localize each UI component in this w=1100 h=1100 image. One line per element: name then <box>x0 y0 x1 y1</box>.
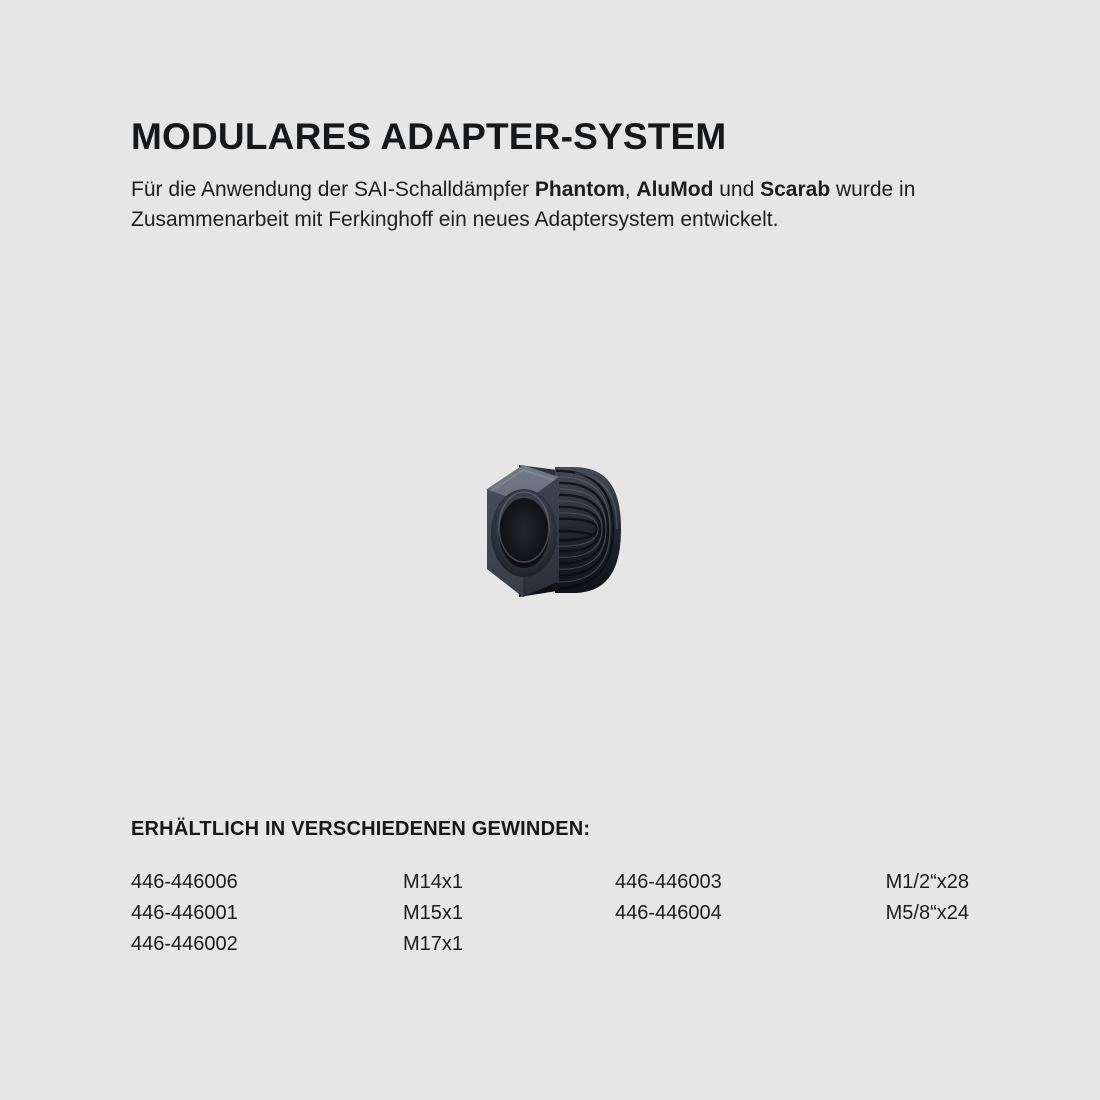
intro-part-1: Für die Anwendung der SAI-Schalldämpfer <box>131 177 535 201</box>
heading-block <box>131 118 991 236</box>
threads-section <box>131 818 971 960</box>
article-code: 446-446004 <box>615 902 722 924</box>
table-row <box>131 867 969 898</box>
threads-heading: ERHÄLTLICH IN VERSCHIEDENEN GEWINDEN: <box>131 818 591 840</box>
article-code <box>615 929 883 960</box>
thread-size: M5/8“x24 <box>885 902 969 924</box>
thread-size: M1/2“x28 <box>885 871 969 893</box>
article-code: 446-446002 <box>131 933 238 955</box>
article-code: 446-446001 <box>131 902 238 924</box>
intro-part-2: , <box>624 177 637 201</box>
thread-size: M17x1 <box>403 933 464 955</box>
article-code: 446-446006 <box>131 871 238 893</box>
article-code: 446-446003 <box>615 871 722 893</box>
product-name-scarab: Scarab <box>760 177 831 201</box>
hex-head <box>487 465 559 597</box>
table-row <box>131 898 969 929</box>
product-name-alumod: AluMod <box>636 177 714 201</box>
product-image <box>455 437 655 622</box>
table-row <box>131 929 969 960</box>
page-title: MODULARES ADAPTER-SYSTEM <box>131 116 727 157</box>
thread-size <box>883 929 969 960</box>
thread-size: M14x1 <box>403 871 464 893</box>
thread-size: M15x1 <box>403 902 464 924</box>
intro-part-3: und <box>713 177 761 201</box>
thread-adapter-illustration <box>455 437 655 622</box>
intro-paragraph <box>131 175 961 236</box>
threads-table <box>131 867 969 960</box>
product-name-phantom: Phantom <box>534 177 625 201</box>
intro-part-4: wurde in Zusammenarbeit mit Ferkinghoff ein neues Adaptersystem entwickelt. <box>131 177 916 232</box>
